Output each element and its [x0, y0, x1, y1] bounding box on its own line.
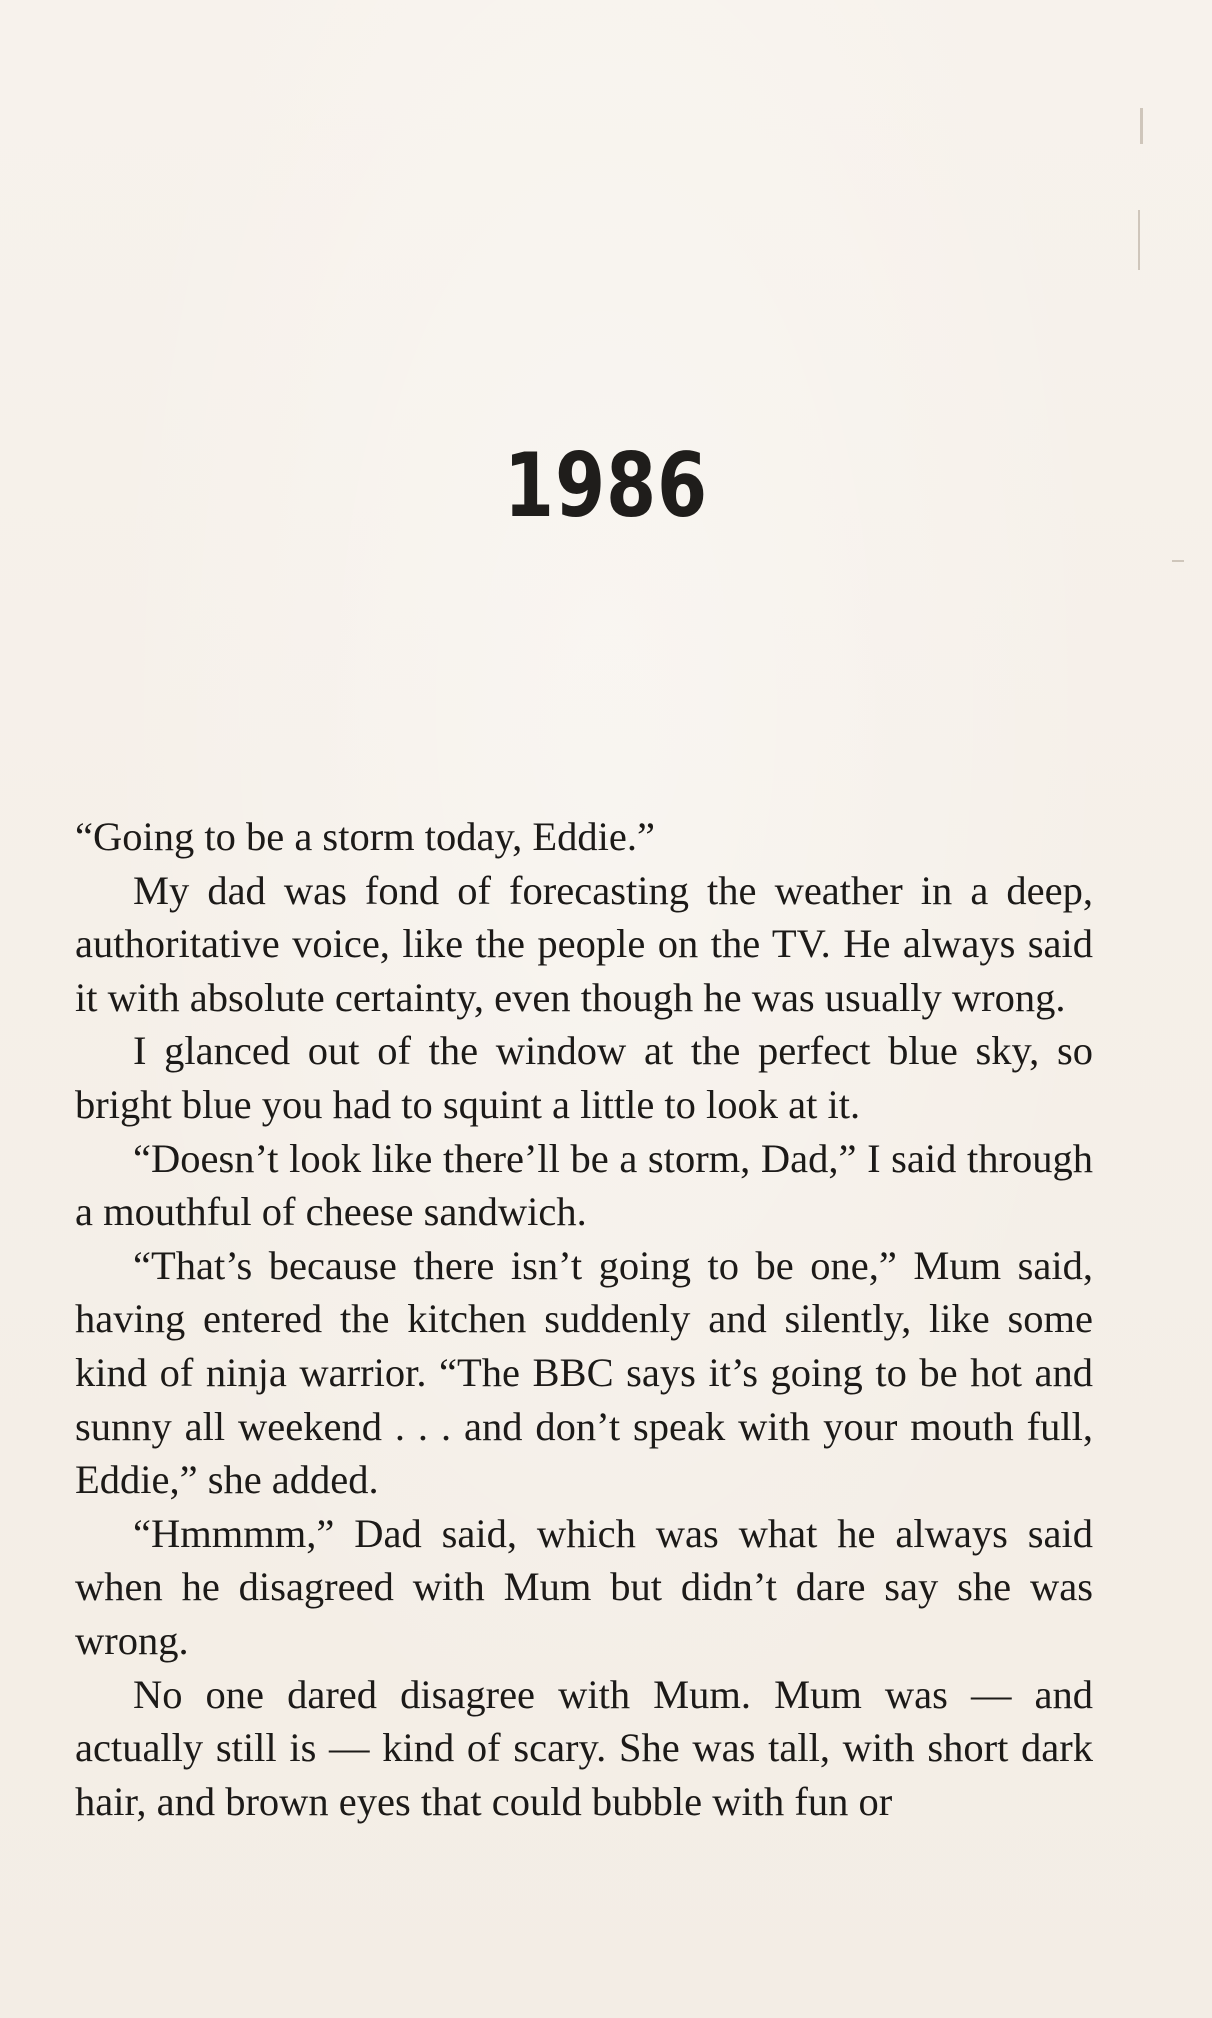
chapter-title: 1986 [503, 434, 709, 537]
scan-mark [1140, 108, 1143, 144]
scan-mark [1172, 560, 1184, 562]
paragraph: “Doesn’t look like there’ll be a storm, Dad,” I said through a mouthful of cheese sandwich. [75, 1135, 1093, 1235]
paragraph: “Going to be a storm today, Eddie.” [75, 814, 655, 859]
paragraph: No one dared disagree with Mum. Mum was — and actually still is — kind of scary. She was tall, with short dark hair, and brown eyes that could bubble with fun or [75, 1671, 1093, 1824]
chapter-body [75, 810, 1093, 1828]
paragraph: My dad was fond of forecasting the weather in a deep, authoritative voice, like the people on the TV. He always said it with absolute certainty, even though he was usually wrong. [75, 867, 1093, 1020]
paragraph: “That’s because there isn’t going to be one,” Mum said, having entered the kitchen suddenly and silently, like some kind of ninja warrior. “The BBC says it’s going to be hot and sunny all weekend . . . and don’t speak with your mouth full, Eddie,” she added. [75, 1242, 1093, 1503]
paragraph: I glanced out of the window at the perfect blue sky, so bright blue you had to squint a little to look at it. [75, 1028, 1093, 1127]
paragraph: “Hmmmm,” Dad said, which was what he always said when he disagreed with Mum but didn’t dare say she was wrong. [75, 1510, 1093, 1663]
scan-mark [1138, 210, 1140, 270]
